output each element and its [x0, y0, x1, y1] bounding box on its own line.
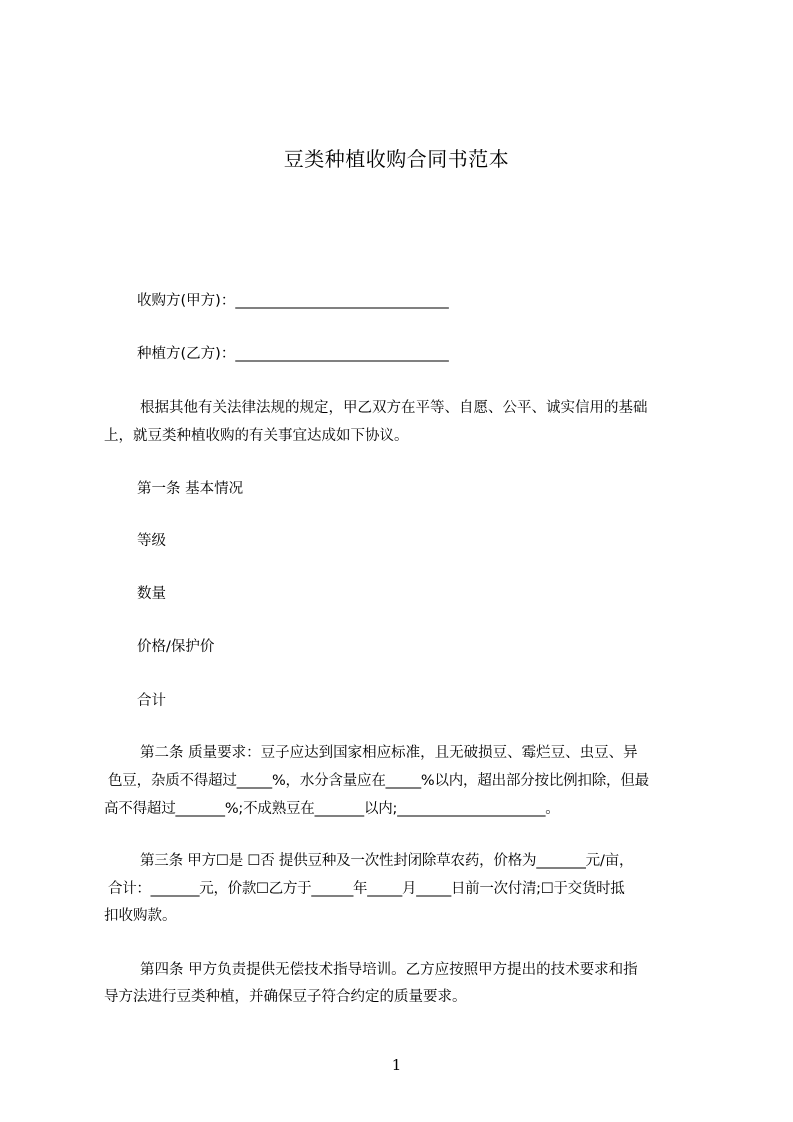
article-2-line-1: 第二条 质量要求：豆子应达到国家相应标准，且无破损豆、霉烂豆、虫豆、异: [140, 745, 638, 761]
page-number: 1: [391, 1056, 402, 1074]
article-2-line-2: 色豆，杂质不得超过_____%，水分含量应在_____%以内，超出部分按比例扣除，但最: [108, 773, 649, 789]
article-4-line-1: 第四条 甲方负责提供无偿技术指导培训。乙方应按照甲方提出的技术要求和指: [140, 962, 638, 978]
article-3-line-1: 第三条 甲方☐是 ☐否 提供豆种及一次性封闭除草农药，价格为_______元/亩，: [140, 853, 634, 869]
party-b-blank: ________________________________: [235, 346, 449, 362]
party-b-label: 种植方(乙方)：: [137, 346, 236, 362]
party-a-label: 收购方(甲方)：: [137, 293, 236, 309]
article-3-line-2: 合计：_______元，价款☐乙方于______年_____月_____日前一次付清;☐于交货时抵: [108, 881, 625, 897]
item-total: 合计: [137, 693, 166, 709]
article-4-line-2: 导方法进行豆类种植，并确保豆子符合约定的质量要求。: [104, 989, 467, 1005]
article-3-line-3: 扣收购款。: [104, 908, 177, 924]
item-quantity: 数量: [137, 586, 166, 602]
item-grade: 等级: [137, 533, 166, 549]
party-a-line: [137, 292, 448, 310]
document-title: 豆类种植收购合同书范本: [283, 147, 510, 171]
intro-line-1: 根据其他有关法律法规的规定，甲乙双方在平等、自愿、公平、诚实信用的基础: [140, 400, 648, 416]
article-1-heading: 第一条 基本情况: [137, 481, 244, 497]
party-a-blank: ________________________________: [235, 293, 449, 309]
item-price: 价格/保护价: [137, 639, 215, 655]
article-2-line-3: 高不得超过_______%;不成熟豆在_______以内;_____________________。: [104, 801, 560, 817]
intro-line-2: 上，就豆类种植收购的有关事宜达成如下协议。: [104, 428, 409, 444]
party-b-line: [137, 345, 448, 363]
